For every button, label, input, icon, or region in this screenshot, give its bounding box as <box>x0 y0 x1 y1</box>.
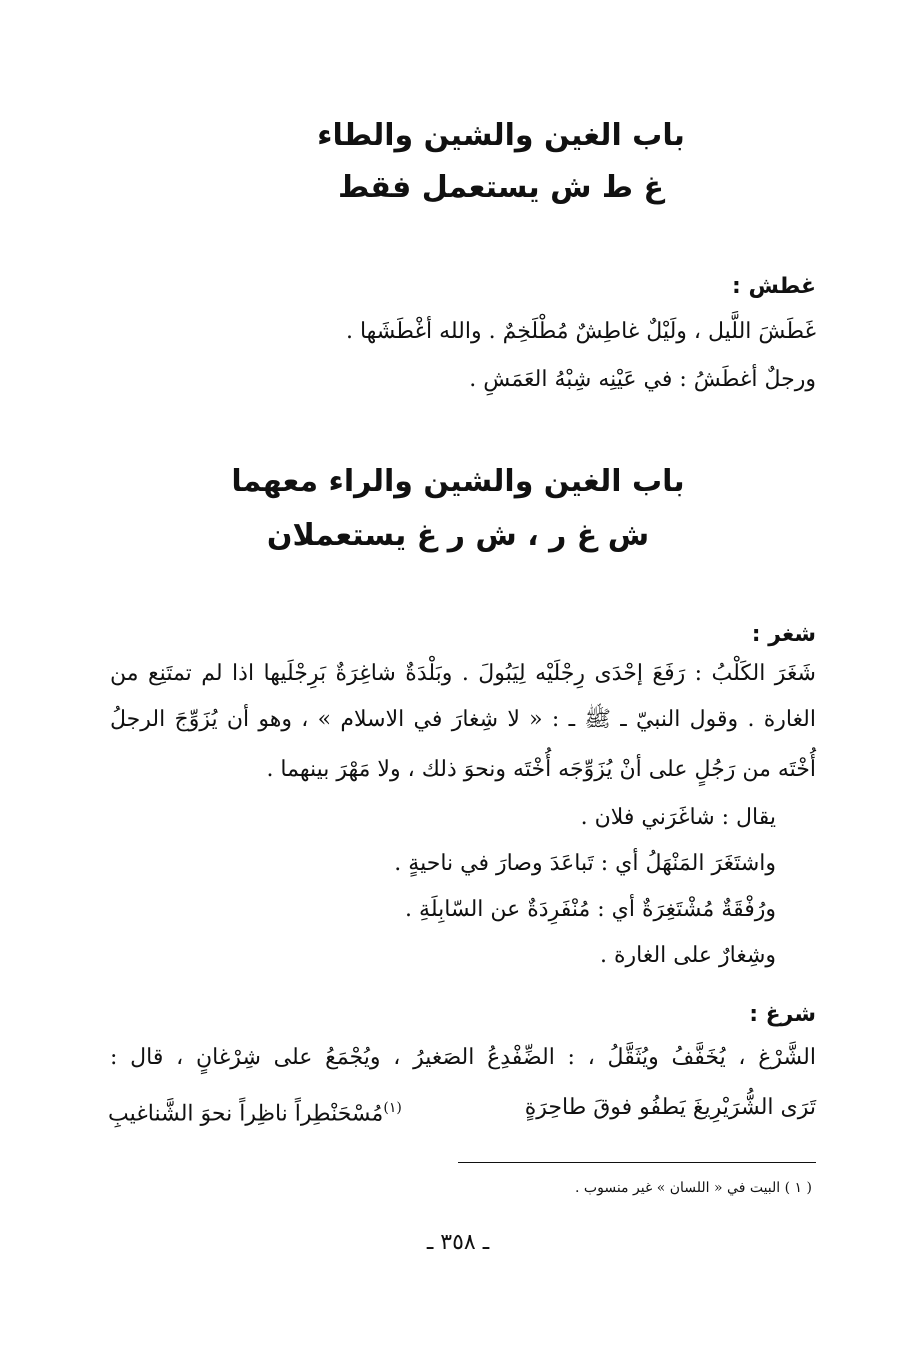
entry-line: واشتَغَرَ المَنْهَلُ أي : تَباعَدَ وصارَ في ناحيةٍ . <box>394 851 776 876</box>
entry-line: يقال : شاغَرَني فلان . <box>580 805 776 830</box>
entry-line: شَغَرَ الكَلْبُ : رَفَعَ إحْدَى رِجْلَيْه لِيَبُولَ . وبَلْدَةٌ شاغِرَةٌ بَرِجْلَيها اذا لم تمتَنِع من <box>110 661 816 686</box>
verse-text: مُسْحَنْطِراً ناظِراً نحوَ الشَّناغيبِ <box>108 1101 384 1127</box>
section-heading-2: باب الغين والشين والراء معهما <box>231 464 685 499</box>
entry-line: الغارة . وقول النبيّ ـ ﷺ ـ : « لا شِغارَ في الاسلام » ، وهو أن يُزَوِّجَ الرجلُ <box>110 707 816 732</box>
entry-head-sharagh: شرغ : <box>749 1002 816 1027</box>
footnote-text: ( ١ ) البيت في « اللسان » غير منسوب . <box>575 1180 812 1196</box>
verse-hemistich-right: تَرَى الشُّرَيْرِيغَ يَطفُو فوقَ طاحِرَةٍ <box>524 1095 816 1120</box>
entry-line: وشِغارٌ على الغارة . <box>600 943 776 968</box>
page-number: ـ ٣٥٨ ـ <box>426 1230 490 1255</box>
section-subheading-2: ش غ ر ، ش ر غ يستعملان <box>266 518 650 553</box>
entry-head-shaghar: شغر : <box>751 622 816 647</box>
section-subheading-1: غ ط ش يستعمل فقط <box>337 170 665 205</box>
entry-head-ghatash: غطش : <box>731 274 816 299</box>
entry-line: غَطَشَ اللَّيل ، ولَيْلٌ غاطِشٌ مُطْلَخِمٌ . والله أغْطَشَها . <box>345 319 816 344</box>
footnote-rule <box>458 1162 816 1163</box>
entry-line: ورجلٌ أغطَشُ : في عَيْنِه شِبْهُ العَمَشِ . <box>469 367 816 392</box>
verse-hemistich-left <box>108 1092 402 1130</box>
footnote-marker: (١) <box>383 1100 402 1116</box>
section-heading-1: باب الغين والشين والطاء <box>317 118 685 153</box>
entry-line: ورُفْقَةٌ مُشْتَغِرَةٌ أي : مُنْفَرِدَةٌ عن السّابِلَةِ . <box>405 897 776 922</box>
entry-line: أُخْتَه من رَجُلٍ على أنْ يُزَوِّجَه أُخْتَه ونحوَ ذلك ، ولا مَهْرَ بينهما . <box>266 757 816 782</box>
entry-line: الشَّرْغ ، يُخَفَّفُ ويُثَقَّلُ ، : الضِّفْدِعُ الصَغيرُ ، ويُجْمَعُ على شِرْغانٍ ، قال : <box>110 1045 816 1070</box>
